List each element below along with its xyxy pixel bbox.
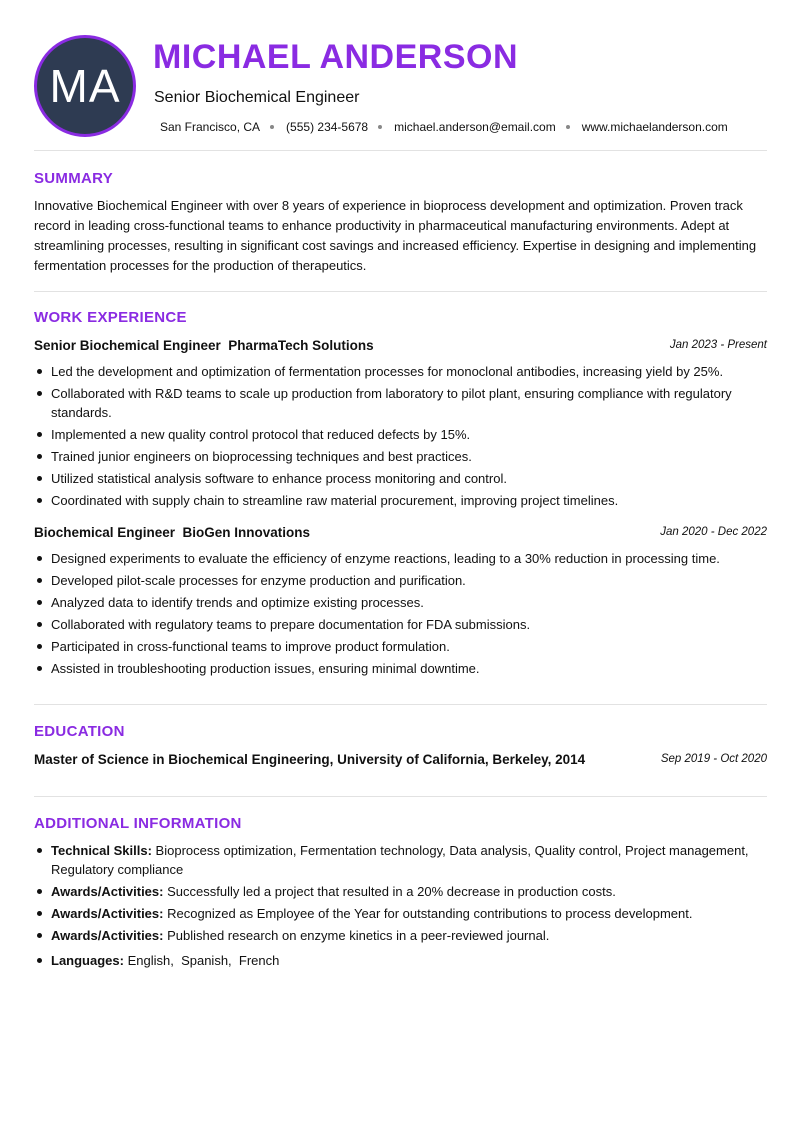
item-text: English, Spanish, French bbox=[127, 953, 280, 968]
list-item: Developed pilot-scale processes for enzyme production and purification. bbox=[34, 571, 769, 590]
item-label: Languages: bbox=[51, 953, 124, 968]
separator-dot bbox=[270, 125, 274, 129]
item-label: Technical Skills: bbox=[51, 843, 152, 858]
contact-email[interactable]: michael.anderson@email.com bbox=[394, 120, 556, 134]
job-header bbox=[34, 525, 767, 543]
summary-text: Innovative Biochemical Engineer with over 8 years of experience in bioprocess development and optimization. Proven track record in leading cross-functional teams to enhance productivity in pharmaceutical manufacturing environments. Adept at streamlining processes, resulting in significant cost savings and increased efficiency. Expertise in designing and implementing fermentation processes for the production of therapeutics. bbox=[34, 198, 757, 273]
separator-dot bbox=[378, 125, 382, 129]
item-text: Successfully led a project that resulted in a 20% decrease in production costs. bbox=[167, 884, 616, 899]
item-label: Awards/Activities: bbox=[51, 928, 164, 943]
list-item: Analyzed data to identify trends and optimize existing processes. bbox=[34, 593, 769, 612]
candidate-name: MICHAEL ANDERSON bbox=[153, 38, 519, 76]
list-item: Coordinated with supply chain to streamline raw material procurement, improving project timelines. bbox=[34, 491, 769, 510]
work-experience-heading: WORK EXPERIENCE bbox=[34, 309, 187, 326]
avatar-initials: MA bbox=[49, 60, 121, 112]
contact-line bbox=[160, 120, 728, 134]
job-dates: Jan 2020 - Dec 2022 bbox=[660, 526, 767, 538]
education-heading: EDUCATION bbox=[34, 723, 125, 740]
list-item: Utilized statistical analysis software to enhance process monitoring and control. bbox=[34, 469, 769, 488]
education-dates: Sep 2019 - Oct 2020 bbox=[660, 753, 767, 765]
divider bbox=[34, 704, 767, 705]
avatar bbox=[34, 35, 136, 137]
divider bbox=[34, 291, 767, 292]
divider bbox=[34, 796, 767, 797]
list-item bbox=[34, 841, 769, 879]
job-bullets bbox=[34, 549, 769, 681]
list-item: Implemented a new quality control protocol that reduced defects by 15%. bbox=[34, 425, 769, 444]
item-text: Published research on enzyme kinetics in a peer-reviewed journal. bbox=[167, 928, 550, 943]
contact-location: San Francisco, CA bbox=[160, 120, 261, 134]
contact-website[interactable]: www.michaelanderson.com bbox=[581, 120, 728, 134]
job-bullets bbox=[34, 362, 769, 513]
list-item: Designed experiments to evaluate the efficiency of enzyme reactions, leading to a 30% reduction in processing time. bbox=[34, 549, 769, 568]
item-label: Awards/Activities: bbox=[51, 906, 164, 921]
job-title: Biochemical Engineer BioGen Innovations bbox=[34, 525, 311, 540]
item-text: Bioprocess optimization, Fermentation technology, Data analysis, Quality control, Project management, Regulatory compliance bbox=[51, 843, 749, 877]
divider bbox=[34, 150, 767, 151]
summary-heading: SUMMARY bbox=[34, 170, 114, 187]
additional-info-list bbox=[34, 841, 769, 973]
item-label: Awards/Activities: bbox=[51, 884, 164, 899]
contact-phone: (555) 234-5678 bbox=[286, 120, 369, 134]
list-item: Trained junior engineers on bioprocessing techniques and best practices. bbox=[34, 447, 769, 466]
additional-info-heading: ADDITIONAL INFORMATION bbox=[34, 815, 242, 832]
list-item: Participated in cross-functional teams to improve product formulation. bbox=[34, 637, 769, 656]
job-dates: Jan 2023 - Present bbox=[669, 339, 767, 351]
candidate-role: Senior Biochemical Engineer bbox=[154, 89, 360, 106]
education-entry bbox=[34, 752, 767, 770]
job-header bbox=[34, 338, 767, 356]
list-item: Led the development and optimization of fermentation processes for monoclonal antibodies, increasing yield by 25%. bbox=[34, 362, 769, 381]
item-text: Recognized as Employee of the Year for outstanding contributions to process development. bbox=[167, 906, 693, 921]
list-item: Assisted in troubleshooting production issues, ensuring minimal downtime. bbox=[34, 659, 769, 678]
list-item: Collaborated with regulatory teams to prepare documentation for FDA submissions. bbox=[34, 615, 769, 634]
job-title: Senior Biochemical Engineer PharmaTech Solutions bbox=[34, 338, 374, 353]
list-item bbox=[34, 882, 769, 901]
separator-dot bbox=[566, 125, 570, 129]
list-item bbox=[34, 926, 769, 945]
list-item: Collaborated with R&D teams to scale up production from laboratory to pilot plant, ensuring compliance with regulatory standards. bbox=[34, 384, 769, 422]
degree-title: Master of Science in Biochemical Engineering, University of California, Berkeley, 2014 bbox=[34, 752, 586, 767]
list-item bbox=[34, 951, 769, 970]
list-item bbox=[34, 904, 769, 923]
